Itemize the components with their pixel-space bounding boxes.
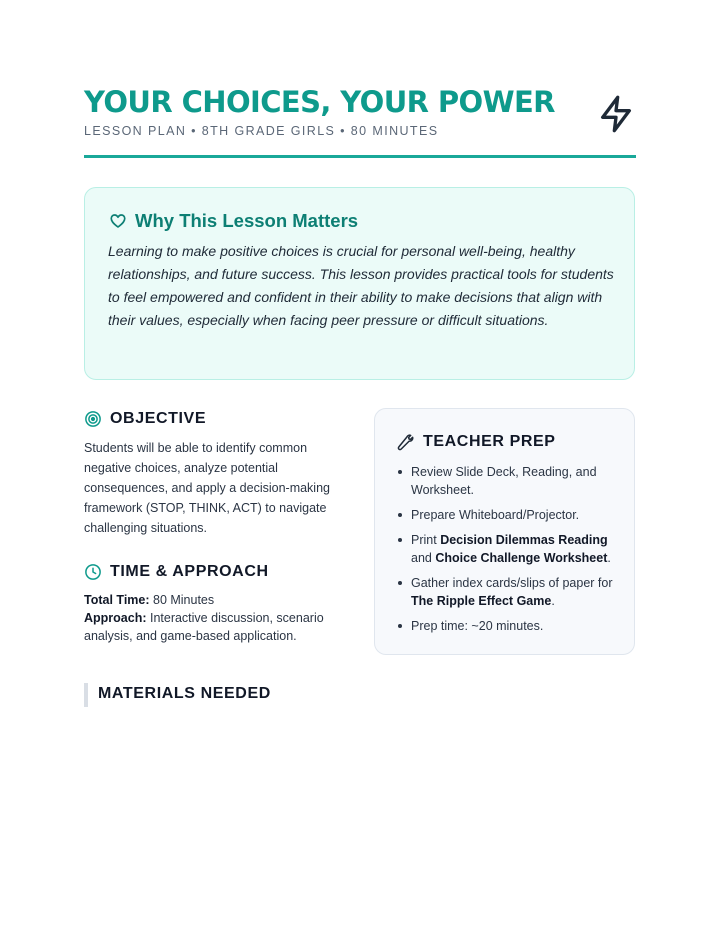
why-heading [109,210,358,232]
prep-item-text: Review Slide Deck, Reading, and Worksheet. [411,465,597,497]
objective-heading [84,410,206,428]
approach-label: Approach: [84,611,147,625]
list-item [397,463,619,499]
prep-heading [397,433,556,451]
approach-line [84,609,346,645]
prep-title: TEACHER PREP [423,433,556,450]
list-item [397,574,619,610]
objective-title: OBJECTIVE [110,410,207,427]
time-title: TIME & APPROACH [110,563,269,580]
target-icon [84,410,102,428]
why-text: Learning to make positive choices is crucial for personal well-being, healthy relationships, and future success. This lesson provides practical tools for students to feel empowered and confident in their ability to make decisions that align with their values, especially when facing peer pressure or difficult situations. [108,243,614,328]
wrench-icon [397,433,415,451]
list-item [397,617,619,635]
page-title: YOUR CHOICES, YOUR POWER [84,85,555,119]
why-title: Why This Lesson Matters [135,210,359,231]
approach-value: Interactive discussion, scenario analysis, and game-based application. [84,611,324,643]
reading-name: Decision Dilemmas Reading [440,533,608,547]
materials-accent-bar [84,683,88,707]
worksheet-name: Choice Challenge Worksheet [435,551,608,565]
heart-icon [109,212,127,230]
total-time-label: Total Time: [84,593,150,607]
teacher-prep-card [374,408,635,655]
time-heading [84,563,269,581]
materials-title: MATERIALS NEEDED [98,685,271,702]
prep-item-text: . [551,594,555,608]
prep-item-text: Gather index cards/slips of paper for [411,576,613,590]
why-lesson-matters-card [84,187,635,380]
clock-icon [84,563,102,581]
game-name: The Ripple Effect Game [411,594,552,608]
prep-item-text: . [607,551,611,565]
prep-item-text: and [411,551,436,565]
prep-list [397,463,619,642]
list-item [397,531,619,567]
prep-item-text: Prep time: ~20 minutes. [411,619,544,633]
total-time-line [84,591,346,609]
objective-text: Students will be able to identify common negative choices, analyze potential consequences, and apply a decision-making framework (STOP, THINK, ACT) to navigate challenging situations. [84,441,330,535]
total-time-value: 80 Minutes [149,593,215,607]
prep-item-text: Print [411,533,441,547]
prep-item-text: Prepare Whiteboard/Projector. [411,508,580,522]
header-divider [84,155,636,158]
lightning-bolt-icon [596,94,636,134]
page-subtitle: LESSON PLAN • 8TH GRADE GIRLS • 80 MINUTES [84,124,439,138]
time-details [84,591,346,645]
list-item [397,506,619,524]
